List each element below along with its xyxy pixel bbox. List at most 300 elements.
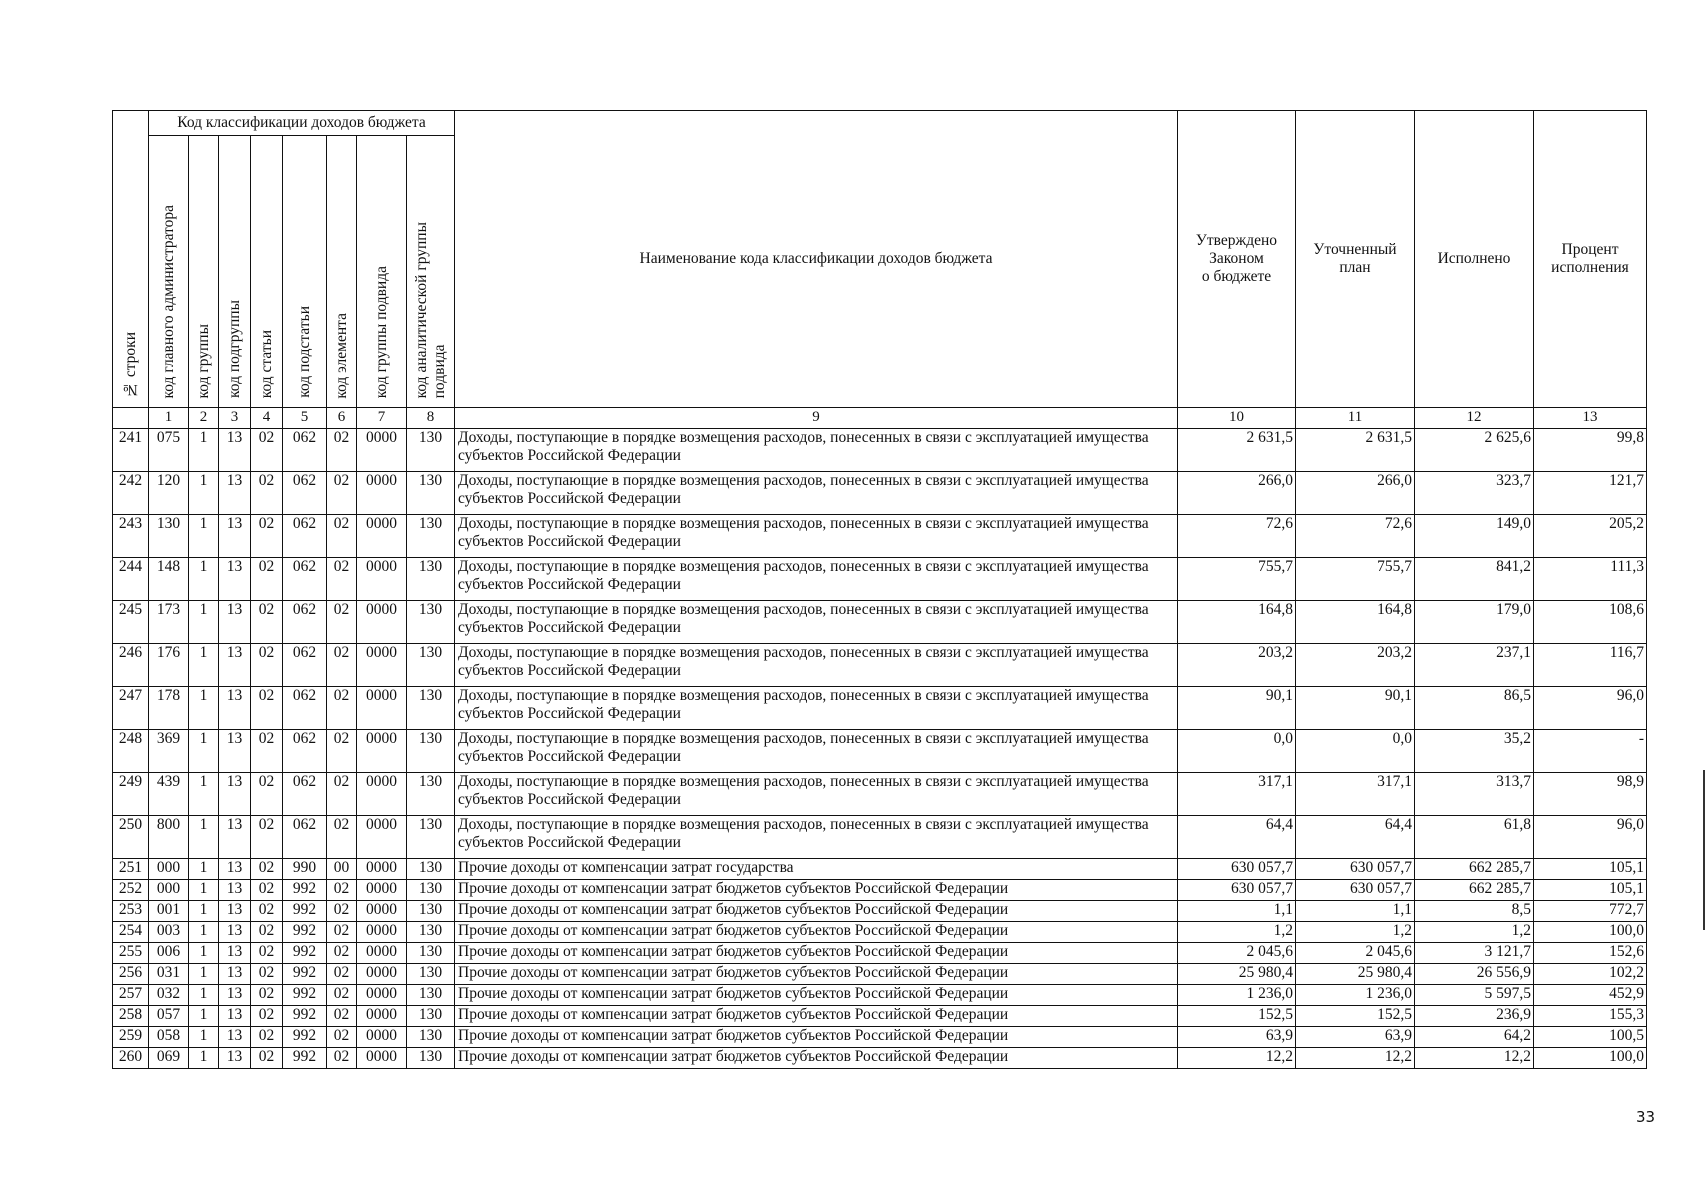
refined-value: 12,2 [1296, 1048, 1415, 1069]
column-number: 4 [251, 408, 283, 429]
row-number: 241 [113, 429, 149, 472]
executed-value: 237,1 [1415, 644, 1534, 687]
table-row [113, 964, 1647, 985]
executed-value: 8,5 [1415, 901, 1534, 922]
header-analytic-group-code: код аналитической группы подвида [407, 136, 455, 408]
subgroup-code: 13 [219, 859, 251, 880]
group-code: 1 [189, 1027, 219, 1048]
element-code: 02 [327, 730, 357, 773]
article-code: 02 [251, 880, 283, 901]
revenue-name: Доходы, поступающие в порядке возмещения расходов, понесенных в связи с эксплуатацией имущества субъектов Российской Федерации [455, 644, 1178, 687]
executed-value: 313,7 [1415, 773, 1534, 816]
column-number: 9 [455, 408, 1178, 429]
column-number: 8 [407, 408, 455, 429]
revenue-name: Доходы, поступающие в порядке возмещения расходов, понесенных в связи с эксплуатацией имущества субъектов Российской Федерации [455, 515, 1178, 558]
subarticle-code: 062 [283, 644, 327, 687]
subgroup-code: 13 [219, 880, 251, 901]
header-subarticle-code: код подстатьи [283, 136, 327, 408]
percent-value: 102,2 [1534, 964, 1647, 985]
analytic-group-code: 130 [407, 985, 455, 1006]
element-code: 02 [327, 943, 357, 964]
element-code: 02 [327, 644, 357, 687]
table-row [113, 429, 1647, 472]
admin-code: 130 [149, 515, 189, 558]
subgroup-code: 13 [219, 687, 251, 730]
subgroup-code: 13 [219, 985, 251, 1006]
subgroup-code: 13 [219, 558, 251, 601]
subgroup-code: 13 [219, 901, 251, 922]
subtype-group-code: 0000 [357, 515, 407, 558]
subgroup-code: 13 [219, 601, 251, 644]
row-number: 256 [113, 964, 149, 985]
subgroup-code: 13 [219, 922, 251, 943]
approved-value: 317,1 [1178, 773, 1296, 816]
subgroup-code: 13 [219, 1006, 251, 1027]
element-code: 02 [327, 816, 357, 859]
column-number-empty [113, 408, 149, 429]
header-subgroup-code: код подгруппы [219, 136, 251, 408]
approved-value: 90,1 [1178, 687, 1296, 730]
approved-value: 630 057,7 [1178, 859, 1296, 880]
subgroup-code: 13 [219, 730, 251, 773]
column-number: 13 [1534, 408, 1647, 429]
executed-value: 662 285,7 [1415, 880, 1534, 901]
row-number: 254 [113, 922, 149, 943]
article-code: 02 [251, 901, 283, 922]
executed-value: 323,7 [1415, 472, 1534, 515]
approved-value: 12,2 [1178, 1048, 1296, 1069]
revenue-name: Доходы, поступающие в порядке возмещения расходов, понесенных в связи с эксплуатацией имущества субъектов Российской Федерации [455, 472, 1178, 515]
analytic-group-code: 130 [407, 964, 455, 985]
refined-value: 2 045,6 [1296, 943, 1415, 964]
refined-value: 152,5 [1296, 1006, 1415, 1027]
analytic-group-code: 130 [407, 859, 455, 880]
subarticle-code: 062 [283, 687, 327, 730]
subgroup-code: 13 [219, 943, 251, 964]
header-group-code: код группы [189, 136, 219, 408]
revenue-name: Прочие доходы от компенсации затрат бюджетов субъектов Российской Федерации [455, 964, 1178, 985]
budget-revenue-table [112, 110, 1647, 1069]
revenue-name: Прочие доходы от компенсации затрат бюджетов субъектов Российской Федерации [455, 943, 1178, 964]
row-number: 247 [113, 687, 149, 730]
column-number: 5 [283, 408, 327, 429]
subtype-group-code: 0000 [357, 943, 407, 964]
subtype-group-code: 0000 [357, 964, 407, 985]
admin-code: 148 [149, 558, 189, 601]
element-code: 02 [327, 429, 357, 472]
row-number: 253 [113, 901, 149, 922]
refined-value: 2 631,5 [1296, 429, 1415, 472]
column-number: 7 [357, 408, 407, 429]
approved-value: 2 045,6 [1178, 943, 1296, 964]
executed-value: 5 597,5 [1415, 985, 1534, 1006]
element-code: 02 [327, 1048, 357, 1069]
executed-value: 61,8 [1415, 816, 1534, 859]
column-number: 10 [1178, 408, 1296, 429]
table-row [113, 901, 1647, 922]
refined-value: 63,9 [1296, 1027, 1415, 1048]
article-code: 02 [251, 1048, 283, 1069]
element-code: 02 [327, 985, 357, 1006]
row-number: 244 [113, 558, 149, 601]
admin-code: 032 [149, 985, 189, 1006]
executed-value: 35,2 [1415, 730, 1534, 773]
percent-value: 100,0 [1534, 1048, 1647, 1069]
percent-value: 100,0 [1534, 922, 1647, 943]
executed-value: 841,2 [1415, 558, 1534, 601]
element-code: 02 [327, 515, 357, 558]
revenue-name: Доходы, поступающие в порядке возмещения расходов, понесенных в связи с эксплуатацией имущества субъектов Российской Федерации [455, 773, 1178, 816]
percent-value: 155,3 [1534, 1006, 1647, 1027]
executed-value: 26 556,9 [1415, 964, 1534, 985]
refined-value: 630 057,7 [1296, 880, 1415, 901]
subarticle-code: 992 [283, 922, 327, 943]
approved-value: 0,0 [1178, 730, 1296, 773]
approved-value: 72,6 [1178, 515, 1296, 558]
row-number: 259 [113, 1027, 149, 1048]
subarticle-code: 992 [283, 943, 327, 964]
analytic-group-code: 130 [407, 601, 455, 644]
article-code: 02 [251, 964, 283, 985]
row-number: 243 [113, 515, 149, 558]
admin-code: 003 [149, 922, 189, 943]
percent-value: 105,1 [1534, 859, 1647, 880]
element-code: 02 [327, 922, 357, 943]
header-percent: Процент исполнения [1534, 111, 1647, 408]
subtype-group-code: 0000 [357, 859, 407, 880]
analytic-group-code: 130 [407, 880, 455, 901]
analytic-group-code: 130 [407, 922, 455, 943]
element-code: 02 [327, 1006, 357, 1027]
row-number: 249 [113, 773, 149, 816]
subgroup-code: 13 [219, 429, 251, 472]
admin-code: 057 [149, 1006, 189, 1027]
subtype-group-code: 0000 [357, 730, 407, 773]
column-number: 2 [189, 408, 219, 429]
group-code: 1 [189, 816, 219, 859]
approved-value: 1,2 [1178, 922, 1296, 943]
executed-value: 64,2 [1415, 1027, 1534, 1048]
group-code: 1 [189, 964, 219, 985]
subtype-group-code: 0000 [357, 922, 407, 943]
subarticle-code: 992 [283, 880, 327, 901]
percent-value: 98,9 [1534, 773, 1647, 816]
table-row [113, 880, 1647, 901]
column-number: 11 [1296, 408, 1415, 429]
subarticle-code: 062 [283, 730, 327, 773]
element-code: 02 [327, 472, 357, 515]
subtype-group-code: 0000 [357, 601, 407, 644]
column-number-row [113, 408, 1647, 429]
table-row [113, 816, 1647, 859]
article-code: 02 [251, 985, 283, 1006]
article-code: 02 [251, 1027, 283, 1048]
article-code: 02 [251, 601, 283, 644]
analytic-group-code: 130 [407, 1027, 455, 1048]
approved-value: 152,5 [1178, 1006, 1296, 1027]
scan-edge-mark [1703, 770, 1705, 930]
approved-value: 203,2 [1178, 644, 1296, 687]
table-row [113, 515, 1647, 558]
header-element-code: код элемента [327, 136, 357, 408]
subarticle-code: 062 [283, 816, 327, 859]
revenue-name: Доходы, поступающие в порядке возмещения расходов, понесенных в связи с эксплуатацией имущества субъектов Российской Федерации [455, 816, 1178, 859]
group-code: 1 [189, 880, 219, 901]
subtype-group-code: 0000 [357, 472, 407, 515]
refined-value: 1,1 [1296, 901, 1415, 922]
refined-value: 90,1 [1296, 687, 1415, 730]
group-code: 1 [189, 644, 219, 687]
table-row [113, 687, 1647, 730]
revenue-name: Прочие доходы от компенсации затрат бюджетов субъектов Российской Федерации [455, 1027, 1178, 1048]
admin-code: 178 [149, 687, 189, 730]
group-code: 1 [189, 730, 219, 773]
header-refined: Уточненный план [1296, 111, 1415, 408]
table-row [113, 1027, 1647, 1048]
article-code: 02 [251, 644, 283, 687]
refined-value: 630 057,7 [1296, 859, 1415, 880]
subarticle-code: 062 [283, 515, 327, 558]
table-row [113, 773, 1647, 816]
group-code: 1 [189, 985, 219, 1006]
element-code: 02 [327, 964, 357, 985]
row-number: 252 [113, 880, 149, 901]
group-code: 1 [189, 601, 219, 644]
refined-value: 317,1 [1296, 773, 1415, 816]
revenue-name: Доходы, поступающие в порядке возмещения расходов, понесенных в связи с эксплуатацией имущества субъектов Российской Федерации [455, 687, 1178, 730]
row-number: 246 [113, 644, 149, 687]
admin-code: 058 [149, 1027, 189, 1048]
table-row [113, 558, 1647, 601]
group-code: 1 [189, 922, 219, 943]
subtype-group-code: 0000 [357, 1048, 407, 1069]
admin-code: 439 [149, 773, 189, 816]
column-number: 12 [1415, 408, 1534, 429]
table-row [113, 730, 1647, 773]
approved-value: 63,9 [1178, 1027, 1296, 1048]
admin-code: 173 [149, 601, 189, 644]
analytic-group-code: 130 [407, 515, 455, 558]
percent-value: 108,6 [1534, 601, 1647, 644]
subgroup-code: 13 [219, 644, 251, 687]
approved-value: 1,1 [1178, 901, 1296, 922]
header-admin-code: код главного администратора [149, 136, 189, 408]
element-code: 02 [327, 558, 357, 601]
percent-value: 99,8 [1534, 429, 1647, 472]
group-code: 1 [189, 859, 219, 880]
row-number: 258 [113, 1006, 149, 1027]
admin-code: 369 [149, 730, 189, 773]
table-row [113, 943, 1647, 964]
subarticle-code: 992 [283, 1006, 327, 1027]
group-code: 1 [189, 1006, 219, 1027]
element-code: 02 [327, 901, 357, 922]
admin-code: 069 [149, 1048, 189, 1069]
page-number: 33 [1636, 1108, 1656, 1126]
subgroup-code: 13 [219, 515, 251, 558]
table-row [113, 1048, 1647, 1069]
group-code: 1 [189, 943, 219, 964]
subtype-group-code: 0000 [357, 1027, 407, 1048]
executed-value: 149,0 [1415, 515, 1534, 558]
analytic-group-code: 130 [407, 816, 455, 859]
revenue-name: Доходы, поступающие в порядке возмещения расходов, понесенных в связи с эксплуатацией имущества субъектов Российской Федерации [455, 558, 1178, 601]
element-code: 02 [327, 1027, 357, 1048]
subarticle-code: 992 [283, 1027, 327, 1048]
subgroup-code: 13 [219, 1027, 251, 1048]
element-code: 02 [327, 601, 357, 644]
element-code: 02 [327, 880, 357, 901]
subgroup-code: 13 [219, 773, 251, 816]
analytic-group-code: 130 [407, 429, 455, 472]
group-code: 1 [189, 773, 219, 816]
subarticle-code: 062 [283, 558, 327, 601]
subarticle-code: 062 [283, 773, 327, 816]
revenue-name: Доходы, поступающие в порядке возмещения расходов, понесенных в связи с эксплуатацией имущества субъектов Российской Федерации [455, 601, 1178, 644]
article-code: 02 [251, 1006, 283, 1027]
subtype-group-code: 0000 [357, 773, 407, 816]
revenue-name: Прочие доходы от компенсации затрат бюджетов субъектов Российской Федерации [455, 922, 1178, 943]
analytic-group-code: 130 [407, 1006, 455, 1027]
percent-value: 105,1 [1534, 880, 1647, 901]
analytic-group-code: 130 [407, 901, 455, 922]
approved-value: 164,8 [1178, 601, 1296, 644]
refined-value: 64,4 [1296, 816, 1415, 859]
percent-value: 452,9 [1534, 985, 1647, 1006]
revenue-name: Прочие доходы от компенсации затрат бюджетов субъектов Российской Федерации [455, 880, 1178, 901]
refined-value: 164,8 [1296, 601, 1415, 644]
admin-code: 000 [149, 880, 189, 901]
row-number: 260 [113, 1048, 149, 1069]
subarticle-code: 062 [283, 472, 327, 515]
subarticle-code: 062 [283, 429, 327, 472]
analytic-group-code: 130 [407, 644, 455, 687]
article-code: 02 [251, 922, 283, 943]
subarticle-code: 992 [283, 1048, 327, 1069]
approved-value: 25 980,4 [1178, 964, 1296, 985]
row-number: 257 [113, 985, 149, 1006]
table-row [113, 472, 1647, 515]
header-article-code: код статьи [251, 136, 283, 408]
subarticle-code: 992 [283, 964, 327, 985]
subarticle-code: 990 [283, 859, 327, 880]
approved-value: 755,7 [1178, 558, 1296, 601]
row-number: 245 [113, 601, 149, 644]
admin-code: 006 [149, 943, 189, 964]
article-code: 02 [251, 816, 283, 859]
executed-value: 236,9 [1415, 1006, 1534, 1027]
row-number: 251 [113, 859, 149, 880]
table-row [113, 922, 1647, 943]
approved-value: 64,4 [1178, 816, 1296, 859]
subgroup-code: 13 [219, 964, 251, 985]
table-row [113, 985, 1647, 1006]
article-code: 02 [251, 429, 283, 472]
analytic-group-code: 130 [407, 1048, 455, 1069]
subtype-group-code: 0000 [357, 985, 407, 1006]
article-code: 02 [251, 515, 283, 558]
analytic-group-code: 130 [407, 687, 455, 730]
header-subtype-group-code: код группы подвида [357, 136, 407, 408]
article-code: 02 [251, 558, 283, 601]
subtype-group-code: 0000 [357, 1006, 407, 1027]
revenue-name: Прочие доходы от компенсации затрат государства [455, 859, 1178, 880]
subarticle-code: 062 [283, 601, 327, 644]
row-number: 255 [113, 943, 149, 964]
column-number: 1 [149, 408, 189, 429]
admin-code: 800 [149, 816, 189, 859]
revenue-name: Доходы, поступающие в порядке возмещения расходов, понесенных в связи с эксплуатацией имущества субъектов Российской Федерации [455, 429, 1178, 472]
admin-code: 120 [149, 472, 189, 515]
element-code: 02 [327, 687, 357, 730]
subtype-group-code: 0000 [357, 687, 407, 730]
table-row [113, 1006, 1647, 1027]
subgroup-code: 13 [219, 816, 251, 859]
subtype-group-code: 0000 [357, 901, 407, 922]
subgroup-code: 13 [219, 1048, 251, 1069]
refined-value: 755,7 [1296, 558, 1415, 601]
column-number: 6 [327, 408, 357, 429]
subgroup-code: 13 [219, 472, 251, 515]
refined-value: 25 980,4 [1296, 964, 1415, 985]
row-number: 248 [113, 730, 149, 773]
refined-value: 203,2 [1296, 644, 1415, 687]
percent-value: 96,0 [1534, 816, 1647, 859]
percent-value: 116,7 [1534, 644, 1647, 687]
subtype-group-code: 0000 [357, 558, 407, 601]
row-number: 242 [113, 472, 149, 515]
percent-value: - [1534, 730, 1647, 773]
percent-value: 96,0 [1534, 687, 1647, 730]
approved-value: 2 631,5 [1178, 429, 1296, 472]
refined-value: 0,0 [1296, 730, 1415, 773]
executed-value: 12,2 [1415, 1048, 1534, 1069]
article-code: 02 [251, 943, 283, 964]
admin-code: 000 [149, 859, 189, 880]
group-code: 1 [189, 472, 219, 515]
revenue-name: Доходы, поступающие в порядке возмещения расходов, понесенных в связи с эксплуатацией имущества субъектов Российской Федерации [455, 730, 1178, 773]
subarticle-code: 992 [283, 985, 327, 1006]
group-code: 1 [189, 1048, 219, 1069]
table-row [113, 859, 1647, 880]
revenue-name: Прочие доходы от компенсации затрат бюджетов субъектов Российской Федерации [455, 985, 1178, 1006]
element-code: 02 [327, 773, 357, 816]
group-code: 1 [189, 687, 219, 730]
header-classification-group: Код классификации доходов бюджета [149, 111, 455, 136]
element-code: 00 [327, 859, 357, 880]
header-name: Наименование кода классификации доходов бюджета [455, 111, 1178, 408]
article-code: 02 [251, 859, 283, 880]
header-executed: Исполнено [1415, 111, 1534, 408]
refined-value: 1,2 [1296, 922, 1415, 943]
group-code: 1 [189, 901, 219, 922]
revenue-name: Прочие доходы от компенсации затрат бюджетов субъектов Российской Федерации [455, 1048, 1178, 1069]
table-body [113, 408, 1647, 1069]
column-number: 3 [219, 408, 251, 429]
refined-value: 1 236,0 [1296, 985, 1415, 1006]
revenue-name: Прочие доходы от компенсации затрат бюджетов субъектов Российской Федерации [455, 901, 1178, 922]
admin-code: 031 [149, 964, 189, 985]
refined-value: 266,0 [1296, 472, 1415, 515]
analytic-group-code: 130 [407, 773, 455, 816]
table-row [113, 601, 1647, 644]
group-code: 1 [189, 515, 219, 558]
subtype-group-code: 0000 [357, 816, 407, 859]
article-code: 02 [251, 730, 283, 773]
header-approved: Утверждено Законом о бюджете [1178, 111, 1296, 408]
percent-value: 121,7 [1534, 472, 1647, 515]
percent-value: 772,7 [1534, 901, 1647, 922]
